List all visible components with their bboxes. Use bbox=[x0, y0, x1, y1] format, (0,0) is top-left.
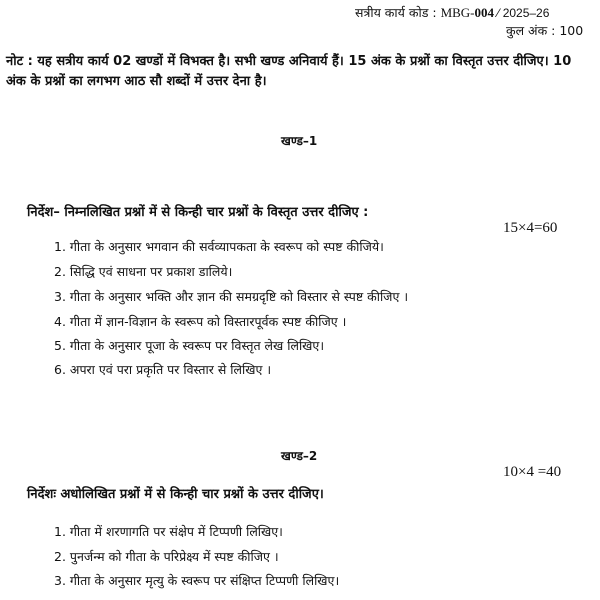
section-1-instruction: निर्देश– निम्नलिखित प्रश्नों में से किन्ही चार प्रश्नों के विस्तृत उत्तर दीजिए : bbox=[27, 205, 369, 220]
instructions-note: नोट : यह सत्रीय कार्य 02 खण्डों में विभक्त है। सभी खण्ड अनिवार्य हैं। 15 अंक के प्रश्नों का विस्तृत उत्तर दीजिए। 10 अंक के प्रश्नों का लगभग आठ सौ शब्दों में उत्तर देना है। bbox=[6, 54, 572, 89]
assignment-code bbox=[355, 4, 549, 21]
section-1-question: 4. गीता में ज्ञान-विज्ञान के स्वरूप को विस्तारपूर्वक स्पष्ट कीजिए । bbox=[54, 314, 347, 329]
session-year: ⁄ 2025–26 bbox=[494, 6, 550, 20]
section-2-question: 1. गीता में शरणागति पर संक्षेप में टिप्पणी लिखिए। bbox=[54, 524, 283, 539]
section-2-question: 2. पुनर्जन्म को गीता के परिप्रेक्ष्य में स्पष्ट कीजिए । bbox=[54, 549, 279, 564]
section-1-question: 6. अपरा एवं परा प्रकृति पर विस्तार से लिखिए । bbox=[54, 362, 272, 377]
section-2-marks: 10×4 =40 bbox=[503, 464, 562, 480]
section-1-question: 5. गीता के अनुसार पूजा के स्वरूप पर विस्तृत लेख लिखिए। bbox=[54, 338, 325, 353]
section-1-title: खण्ड–1 bbox=[281, 134, 318, 148]
section-1-question: 2. सिद्धि एवं साधना पर प्रकाश डालिये। bbox=[54, 264, 233, 279]
section-2-instruction: निर्देशः अधोलिखित प्रश्नों में से किन्ही चार प्रश्नों के उत्तर दीजिए। bbox=[27, 487, 324, 502]
total-marks: कुल अंक : 100 bbox=[506, 23, 584, 38]
section-1-question: 1. गीता के अनुसार भगवान की सर्वव्यापकता के स्वरूप को स्पष्ट कीजिये। bbox=[54, 239, 384, 254]
section-1-question: 3. गीता के अनुसार भक्ति और ज्ञान की समग्रदृष्टि को विस्तार से स्पष्ट कीजिए । bbox=[54, 289, 409, 304]
course-code: MBG-004 bbox=[440, 5, 495, 20]
section-1-marks: 15×4=60 bbox=[503, 220, 558, 236]
section-2-title: खण्ड–2 bbox=[281, 449, 318, 463]
section-2-question: 3. गीता के अनुसार मृत्यु के स्वरूप पर संक्षिप्त टिप्पणी लिखिए। bbox=[54, 573, 340, 588]
assignment-code-label: सत्रीय कार्य कोड : bbox=[355, 5, 441, 20]
